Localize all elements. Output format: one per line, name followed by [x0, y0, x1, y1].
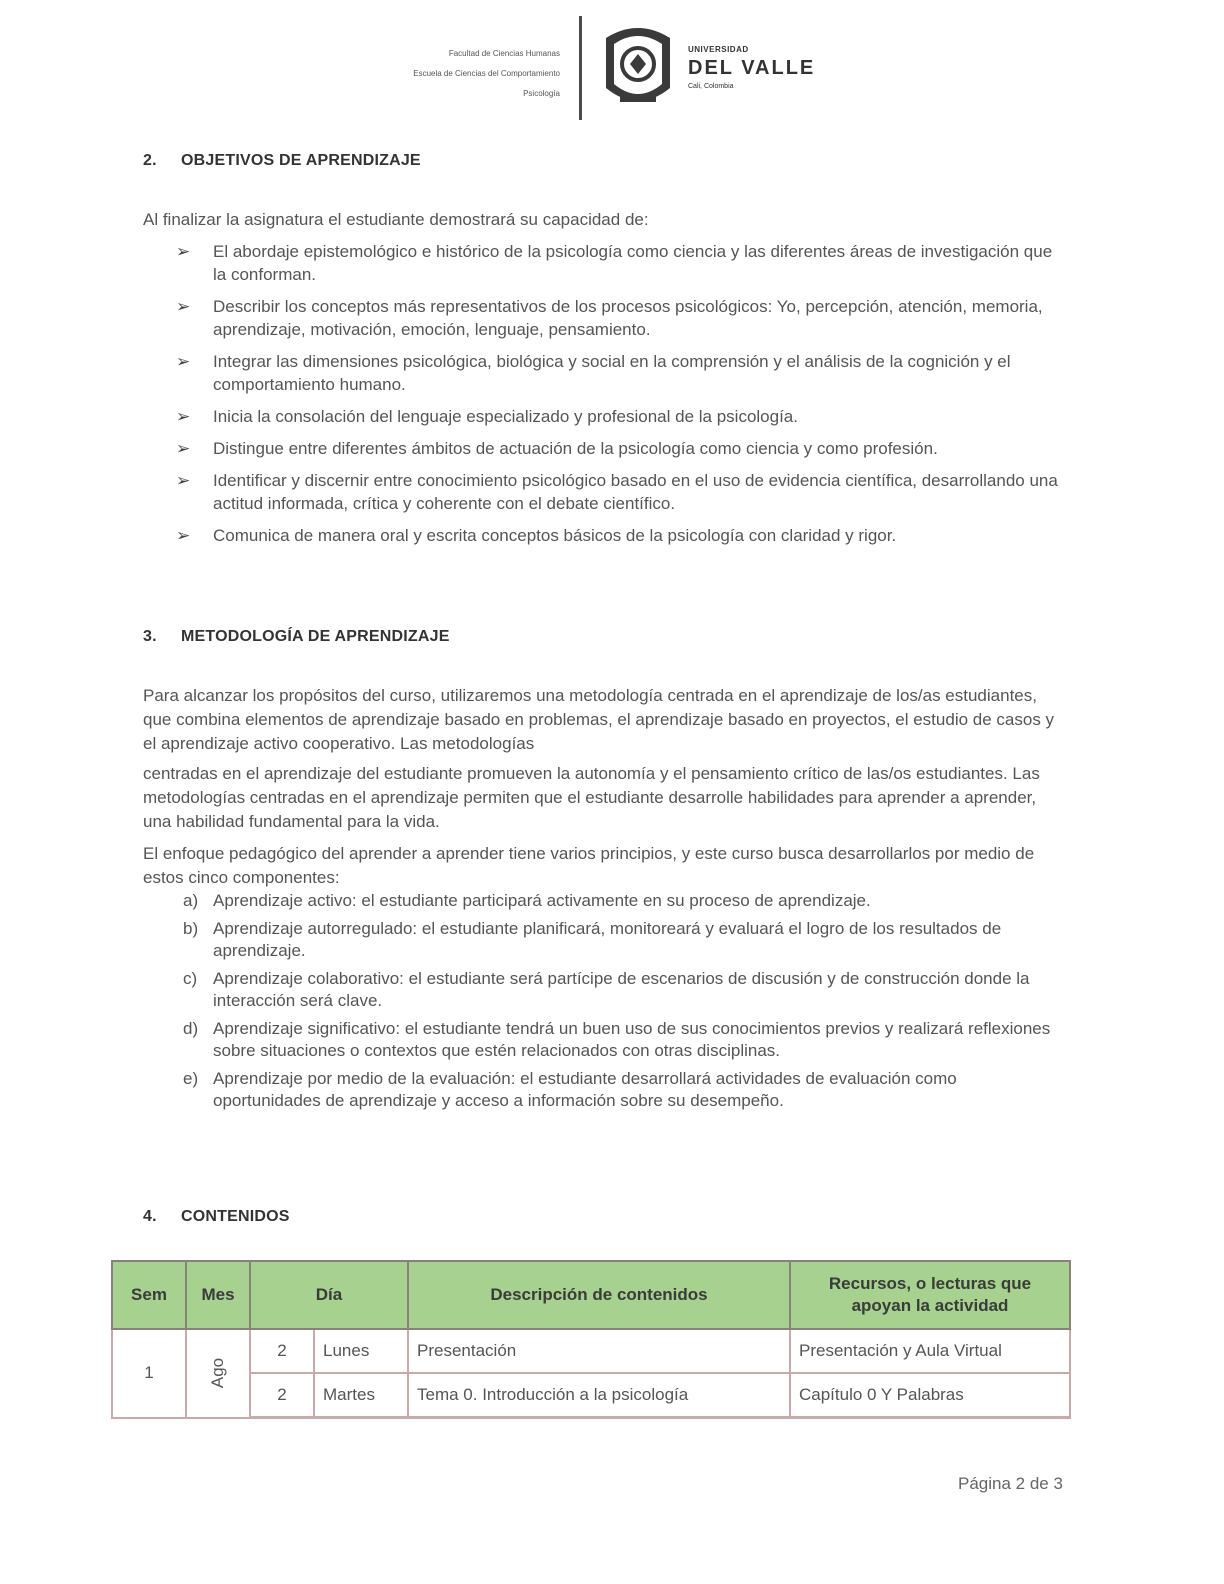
list-item: ➢ Integrar las dimensiones psicológica, biológica y social en la comprensión y el análisis de la cognición y el comportamiento humano.: [176, 352, 1011, 394]
section-3-number: 3.: [143, 628, 157, 645]
bullet-icon: ➢: [176, 242, 191, 261]
list-item: c) Aprendizaje colaborativo: el estudiante será partícipe de escenarios de discusión y de construcción donde la interacción será clave.: [183, 969, 1030, 1010]
wordmark-tiny: Cali, Colombia: [688, 83, 734, 90]
list-item: a) Aprendizaje activo: el estudiante participará activamente en su proceso de aprendizaje.: [183, 891, 871, 910]
cell-resources: Capítulo 0 Y Palabras: [790, 1373, 1070, 1418]
bullet-icon: ➢: [176, 439, 191, 458]
cell-day-name: Lunes: [314, 1329, 408, 1373]
list-item: ➢ Describir los conceptos más representativos de los procesos psicológicos: Yo, percepción, atención, memoria, aprendizaje, motivación, emoción, lenguaje, pensamiento.: [176, 297, 1043, 339]
list-item: d) Aprendizaje significativo: el estudiante tendrá un buen uso de sus conocimientos previos y realizará reflexiones sobre situaciones o contextos que estén relacionados con otras disciplinas.: [183, 1019, 1051, 1060]
faculty-info: [340, 44, 560, 104]
header-resources: Recursos, o lecturas que apoyan la actividad: [790, 1261, 1070, 1329]
list-item: ➢ Comunica de manera oral y escrita conceptos básicos de la psicología con claridad y rigor.: [176, 526, 897, 545]
list-item: ➢ Identificar y discernir entre conocimiento psicológico basado en el uso de evidencia científica, desarrollando una actitud informada, crítica y coherente con el debate científico.: [176, 471, 1058, 513]
university-wordmark: [688, 44, 848, 94]
section-2-intro: Al finalizar la asignatura el estudiante demostrará su capacidad de:: [143, 210, 649, 229]
methodology-list: [143, 890, 1068, 1112]
wordmark-big: DEL VALLE: [688, 57, 816, 79]
cell-description: Presentación: [408, 1329, 790, 1373]
university-seal-icon: [600, 18, 676, 114]
header-description: Descripción de contenidos: [408, 1261, 790, 1329]
page-number: Página 2 de 3: [958, 1474, 1063, 1493]
header-month: Mes: [186, 1261, 250, 1329]
bullet-icon: ➢: [176, 407, 191, 426]
faculty-line-1: Facultad de Ciencias Humanas: [448, 49, 560, 58]
cell-resources: Presentación y Aula Virtual: [790, 1329, 1070, 1373]
header-week: Sem: [112, 1261, 186, 1329]
section-3-title: [143, 628, 450, 646]
section-2-title: [143, 152, 421, 170]
list-item: e) Aprendizaje por medio de la evaluación: el estudiante desarrollará actividades de evaluación como oportunidades de aprendizaje y acceso a información sobre su desempeño.: [183, 1069, 957, 1110]
bullet-icon: ➢: [176, 297, 191, 316]
table-row: [112, 1329, 1070, 1373]
list-item: ➢ Distingue entre diferentes ámbitos de actuación de la psicología como ciencia y como profesión.: [176, 439, 938, 458]
list-item: b) Aprendizaje autorregulado: el estudiante planificará, monitoreará y evaluará el logro de los resultados de aprendizaje.: [183, 919, 1002, 960]
section-2-label: OBJETIVOS DE APRENDIZAJE: [181, 152, 421, 169]
header-day: Día: [250, 1261, 408, 1329]
cell-day-number: 2: [250, 1373, 314, 1418]
cell-month: Ago: [186, 1329, 250, 1418]
list-item: ➢ El abordaje epistemológico e histórico de la psicología como ciencia y las diferentes áreas de investigación que la conforman.: [176, 242, 1053, 284]
section-4-title: [143, 1208, 290, 1226]
contents-table: [111, 1260, 1071, 1419]
bullet-icon: ➢: [176, 526, 191, 545]
section-4-number: 4.: [143, 1208, 157, 1225]
table-header-row: [112, 1261, 1070, 1329]
section-4-label: CONTENIDOS: [181, 1208, 290, 1225]
list-item: ➢ Inicia la consolación del lenguaje especializado y profesional de la psicología.: [176, 407, 798, 426]
section-3-paragraph-3: El enfoque pedagógico del aprender a aprender tiene varios principios, y este curso busca desarrollarlos por medio de estos cinco componentes:: [143, 844, 1035, 887]
bullet-icon: ➢: [176, 471, 191, 490]
section-2-number: 2.: [143, 152, 157, 169]
table-row: [112, 1373, 1070, 1418]
wordmark-small: UNIVERSIDAD: [688, 45, 749, 54]
page-header: [0, 14, 1224, 124]
cell-week: 1: [112, 1329, 186, 1418]
cell-day-name: Martes: [314, 1373, 408, 1418]
cell-day-number: 2: [250, 1329, 314, 1373]
objectives-list: [143, 240, 1068, 547]
cell-description: Tema 0. Introducción a la psicología: [408, 1373, 790, 1418]
section-3-paragraph-2: centradas en el aprendizaje del estudiante promueven la autonomía y el pensamiento crítico de las/os estudiantes. Las metodologías centradas en el aprendizaje permiten que el estudiante desarrolle habilidades para aprender a aprender, una habilidad fundamental para la vida.: [143, 764, 1040, 831]
header-divider: [579, 16, 582, 120]
section-3-paragraph-1: Para alcanzar los propósitos del curso, utilizaremos una metodología centrada en el aprendizaje de los/as estudiantes, que combina elementos de aprendizaje basado en problemas, el aprendizaje basado en proyectos, el estudio de casos y el aprendizaje activo cooperativo. Las metodologías: [143, 686, 1055, 753]
faculty-line-2: Escuela de Ciencias del Comportamiento: [413, 69, 560, 78]
faculty-line-3: Psicología: [523, 89, 560, 98]
bullet-icon: ➢: [176, 352, 191, 371]
section-3-label: METODOLOGÍA DE APRENDIZAJE: [181, 628, 450, 645]
